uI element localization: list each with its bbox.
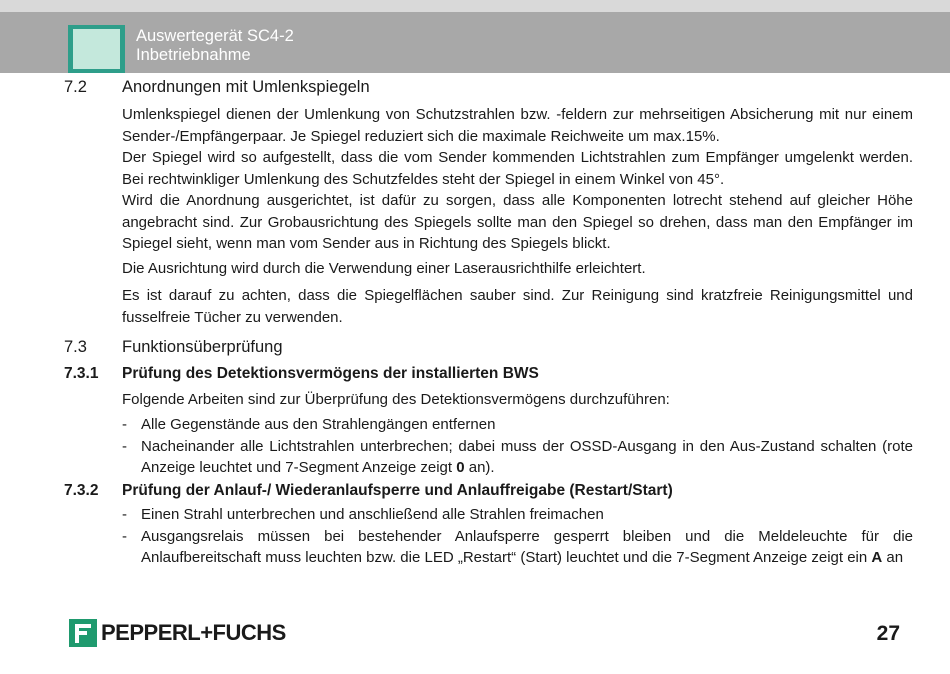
list-item-text: Alle Gegenstände aus den Strahlengängen entfernen	[141, 416, 496, 433]
logo-mark-icon	[69, 619, 97, 647]
list-item	[122, 504, 913, 526]
list-item-text: Einen Strahl unterbrechen und anschließend alle Strahlen freimachen	[141, 506, 604, 523]
list-item-text: an).	[464, 459, 495, 476]
list-item-text: an	[882, 549, 904, 566]
header-accent-square-inner	[73, 29, 120, 69]
bullet-list	[122, 414, 913, 479]
list-item-emphasis: A	[871, 549, 883, 566]
section-title: Funktionsüberprüfung	[122, 338, 283, 356]
document-title-line1: Auswertegerät SC4-2	[136, 27, 294, 45]
header-accent-square	[68, 25, 125, 73]
section-number: 7.3	[64, 338, 87, 356]
subsection-number: 7.3.2	[64, 482, 99, 499]
paragraph: Wird die Anordnung ausgerichtet, ist dafür zu sorgen, dass alle Komponenten lotrecht stehend auf gleicher Höhe angebracht sind. Zur Grobausrichtung des Spiegels sollte man den Spiegel so drehen, dass man den Empfänger im Spiegel sieht, wenn man vom Sender aus in Richtung des Spiegels blickt.	[122, 192, 913, 252]
page-number: 27	[876, 622, 900, 645]
bullet-list	[122, 504, 913, 569]
logo-text: PEPPERL+FUCHS	[101, 620, 286, 645]
subsection-title: Prüfung der Anlauf-/ Wiederanlaufsperre und Anlauffreigabe (Restart/Start)	[122, 482, 673, 499]
paragraph: Der Spiegel wird so aufgestellt, dass die vom Sender kommenden Lichtstrahlen zum Empfänger umgelenkt werden. Bei rechtwinkliger Umlenkung des Schutzfeldes steht der Spiegel in einem Winkel von 45°.	[122, 149, 913, 188]
list-item	[122, 526, 913, 569]
dash-bullet: -	[122, 506, 127, 523]
header-top-strip	[0, 0, 950, 12]
subsection-title: Prüfung des Detektionsvermögens der installierten BWS	[122, 365, 539, 382]
document-title	[136, 27, 294, 65]
company-logo	[69, 618, 286, 648]
list-item-emphasis: 0	[456, 459, 465, 476]
section-title: Anordnungen mit Umlenkspiegeln	[122, 78, 370, 96]
list-item-text: Nacheinander alle Lichtstrahlen unterbrechen; dabei muss der OSSD-Ausgang in den Aus-Zustand schalten (rote Anzeige leuchtet und 7-Segment Anzeige zeigt	[141, 437, 913, 476]
paragraph: Die Ausrichtung wird durch die Verwendung einer Laserausrichthilfe erleichtert.	[122, 260, 646, 277]
dash-bullet: -	[122, 527, 127, 545]
section-number: 7.2	[64, 78, 87, 96]
dash-bullet: -	[122, 437, 127, 455]
list-item	[122, 414, 913, 436]
document-title-line2: Inbetriebnahme	[136, 46, 251, 64]
paragraph: Es ist darauf zu achten, dass die Spiegelflächen sauber sind. Zur Reinigung sind kratzfreie Reinigungsmittel und fusselfreie Tücher zu verwenden.	[122, 287, 913, 326]
paragraph: Folgende Arbeiten sind zur Überprüfung des Detektionsvermögens durchzuführen:	[122, 391, 670, 408]
header-band	[0, 12, 950, 73]
list-item-text: Ausgangsrelais müssen bei bestehender Anlaufsperre gesperrt bleiben und die Meldeleuchte für die Anlaufbereitschaft muss leuchten bzw. die LED „Restart“ (Start) leuchtet und die 7-Segment Anzeige zeigt ein	[141, 527, 913, 566]
list-item	[122, 436, 913, 479]
dash-bullet: -	[122, 416, 127, 433]
paragraph: Umlenkspiegel dienen der Umlenkung von Schutzstrahlen bzw. -feldern zur mehrseitigen Absicherung mit nur einem Sender-/Empfängerpaar. Je Spiegel reduziert sich die maximale Reichweite um max.15%.	[122, 106, 913, 145]
subsection-number: 7.3.1	[64, 365, 99, 382]
